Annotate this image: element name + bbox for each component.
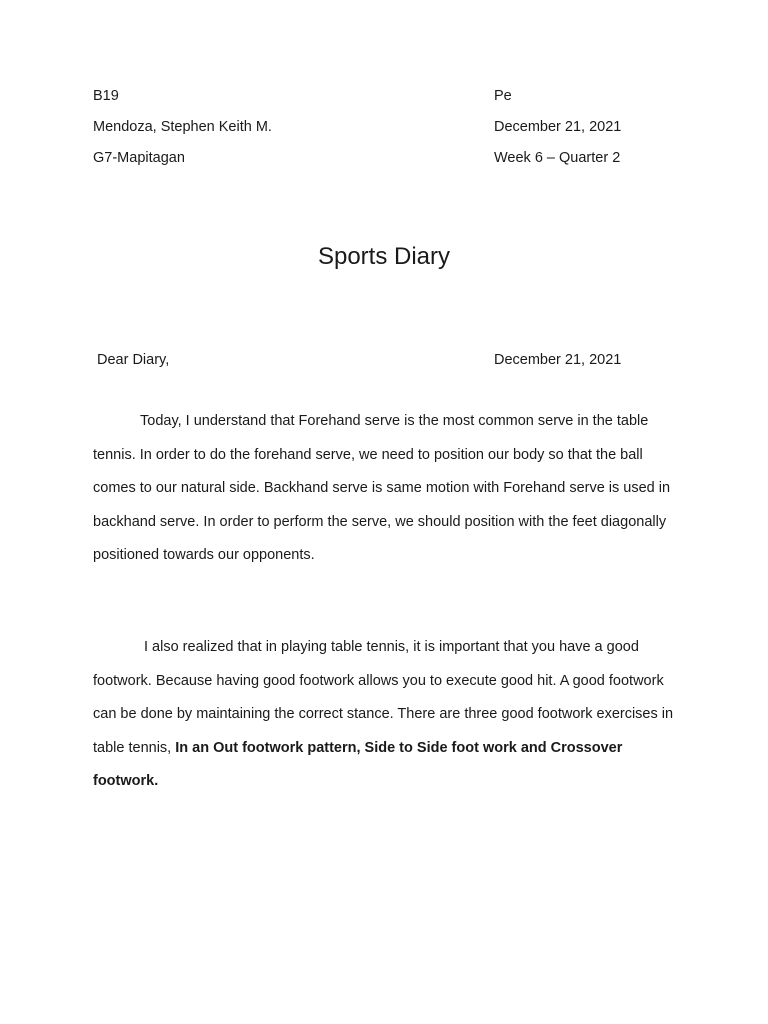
header-code: B19 xyxy=(93,88,119,104)
header-subject: Pe xyxy=(494,88,512,104)
paragraph-footwork-text: I also realized that in playing table tennis, it is important that you have a good footwork. Because having good footwork allows you to execute good hit. A good footwork can be done by maintaining the correct stance. There are three good footwork exercises in table tennis, xyxy=(93,639,674,756)
header-week-quarter: Week 6 – Quarter 2 xyxy=(494,150,621,166)
paragraph-serves-text: Today, I understand that Forehand serve is the most common serve in the table tennis. In order to do the forehand serve, we need to position our body so that the ball comes to our natural side. Backhand serve is same motion with Forehand serve is used in backhand serve. In order to perform the serve, we should position with the feet diagonally positioned towards our opponents. xyxy=(93,413,671,564)
document-title: Sports Diary xyxy=(317,243,451,270)
header-student-name: Mendoza, Stephen Keith M. xyxy=(93,119,272,135)
footwork-exercises-bold: In an Out footwork pattern, Side to Side foot work and Crossover footwork. xyxy=(93,739,623,790)
paragraph-serves xyxy=(93,405,683,573)
paragraph-footwork xyxy=(93,631,683,799)
salutation: Dear Diary, xyxy=(97,352,170,368)
header-date: December 21, 2021 xyxy=(494,119,622,135)
header-section: G7-Mapitagan xyxy=(93,150,185,166)
entry-date: December 21, 2021 xyxy=(494,352,622,368)
